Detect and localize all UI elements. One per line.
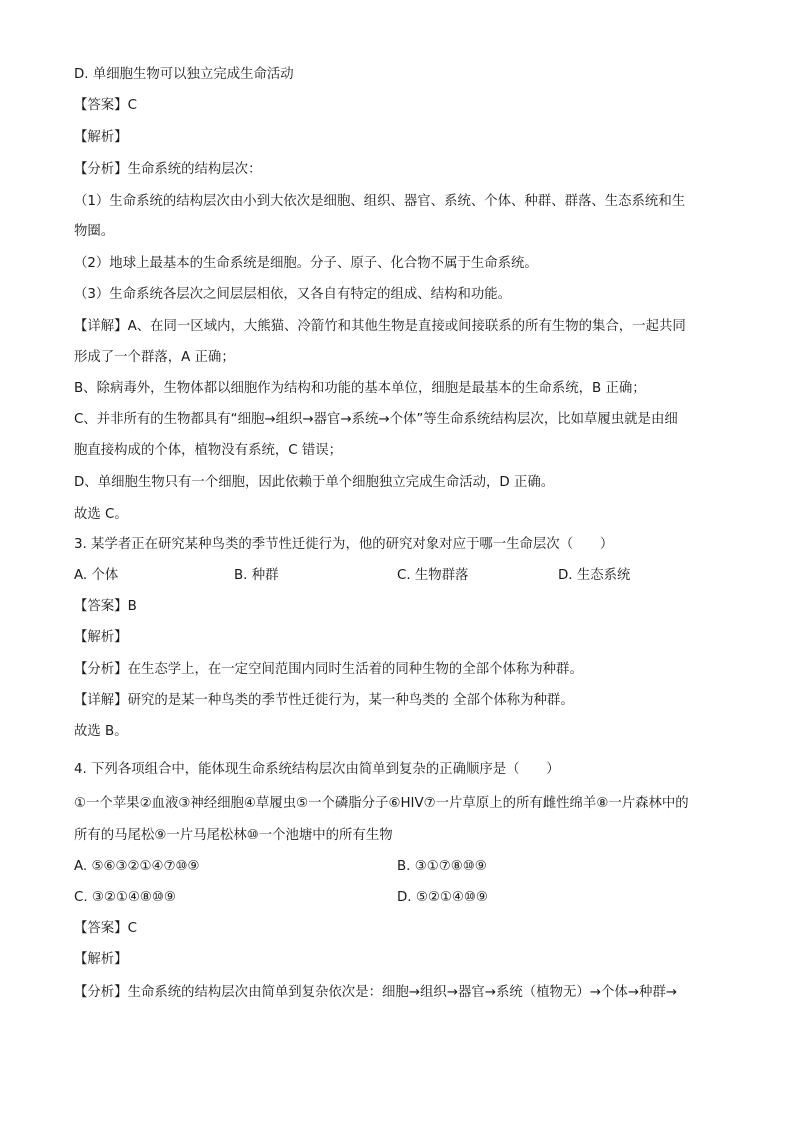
analysis-text: 在生态学上，在一定空间范围内同时生活着的同种生物的全部个体称为种群。 — [127, 662, 583, 677]
analysis-text: 生命系统的结构层次由简单到复杂依次是：细胞→组织→器官→系统（植物无）→个体→种群→ — [127, 985, 677, 1000]
q3-analysis-line — [74, 660, 583, 680]
analysis-text: 生命系统的结构层次： — [127, 162, 262, 177]
q3-option-c: C. 生物群落 — [397, 568, 469, 583]
paragraph-line: （3）生命系统各层次之间层层相依，又各自有特定的组成、结构和功能。 — [74, 287, 512, 302]
detail-tag: 【详解】 — [74, 319, 128, 334]
q4-answer-line — [74, 919, 137, 939]
detail-line — [74, 317, 686, 337]
paragraph-line: （1）生命系统的结构层次由小到大依次是细胞、组织、器官、系统、个体、种群、群落、生态系统和生 — [74, 194, 686, 209]
answer-value: C — [127, 921, 137, 936]
answer-line — [74, 96, 137, 116]
question-4: 4. 下列各项组合中，能体现生命系统结构层次由简单到复杂的正确顺序是（ ） — [74, 762, 560, 777]
q4-stem-line: 所有的马尾松⑨一片马尾松林⑩一个池塘中的所有生物 — [74, 828, 393, 843]
q4-analysis-heading: 【解析】 — [74, 952, 128, 967]
detail-text: A、在同一区域内，大熊猫、冷箭竹和其他生物是直接或间接联系的所有生物的集合，一起共同 — [127, 319, 686, 334]
paragraph-line: （2）地球上最基本的生命系统是细胞。分子、原子、化合物不属于生命系统。 — [74, 256, 538, 271]
q4-stem-line: ①一个苹果②血液③神经细胞④草履虫⑤一个磷脂分子⑥HIV⑦一片草原上的所有雌性绵羊⑧一片森林中的 — [74, 796, 689, 811]
analysis-tag: 【分析】 — [74, 162, 128, 177]
choice-line: 故选 C。 — [74, 507, 128, 522]
paragraph-line: 物圈。 — [74, 224, 115, 239]
q4-option-d: D. ⑤②①④⑩⑨ — [397, 890, 488, 905]
q4-analysis-line — [74, 983, 677, 1003]
paragraph-line: 形成了一个群落，A 正确； — [74, 350, 235, 365]
detail-text: 研究的是某一种鸟类的季节性迁徙行为，某一种鸟类的 全部个体称为种群。 — [127, 693, 574, 708]
q3-choice-line: 故选 B。 — [74, 724, 128, 739]
question-3: 3. 某学者正在研究某种鸟类的季节性迁徙行为，他的研究对象对应于哪一生命层次（ ） — [74, 537, 614, 552]
analysis-line — [74, 160, 261, 180]
answer-tag: 【答案】 — [74, 921, 128, 936]
answer-tag: 【答案】 — [74, 98, 128, 113]
paragraph-line: B、除病毒外，生物体都以细胞作为结构和功能的基本单位，细胞是最基本的生命系统，B 正确； — [74, 381, 646, 396]
analysis-heading: 【解析】 — [74, 130, 128, 145]
option-d-line: D. 单细胞生物可以独立完成生命活动 — [74, 67, 294, 82]
q4-option-a: A. ⑤⑥③②①④⑦⑩⑨ — [74, 859, 200, 874]
answer-value: C — [127, 98, 137, 113]
q3-option-a: A. 个体 — [74, 568, 119, 583]
analysis-tag: 【分析】 — [74, 662, 128, 677]
q3-detail-line — [74, 691, 574, 711]
q3-analysis-heading: 【解析】 — [74, 630, 128, 645]
paragraph-line: C、并非所有的生物都具有“细胞→组织→器官→系统→个体”等生命系统结构层次，比如草履虫就是由细 — [74, 412, 678, 427]
q3-option-d: D. 生态系统 — [558, 568, 631, 583]
q4-option-b: B. ③①⑦⑧⑩⑨ — [397, 859, 487, 874]
q3-answer-line — [74, 597, 137, 617]
paragraph-line: 胞直接构成的个体，植物没有系统，C 错误； — [74, 443, 343, 458]
answer-value: B — [127, 599, 137, 614]
q3-option-b: B. 种群 — [234, 568, 279, 583]
detail-tag: 【详解】 — [74, 693, 128, 708]
answer-tag: 【答案】 — [74, 599, 128, 614]
paragraph-line: D、单细胞生物只有一个细胞，因此依赖于单个细胞独立完成生命活动，D 正确。 — [74, 475, 555, 490]
q4-option-c: C. ③②①④⑧⑩⑨ — [74, 890, 176, 905]
analysis-tag: 【分析】 — [74, 985, 128, 1000]
